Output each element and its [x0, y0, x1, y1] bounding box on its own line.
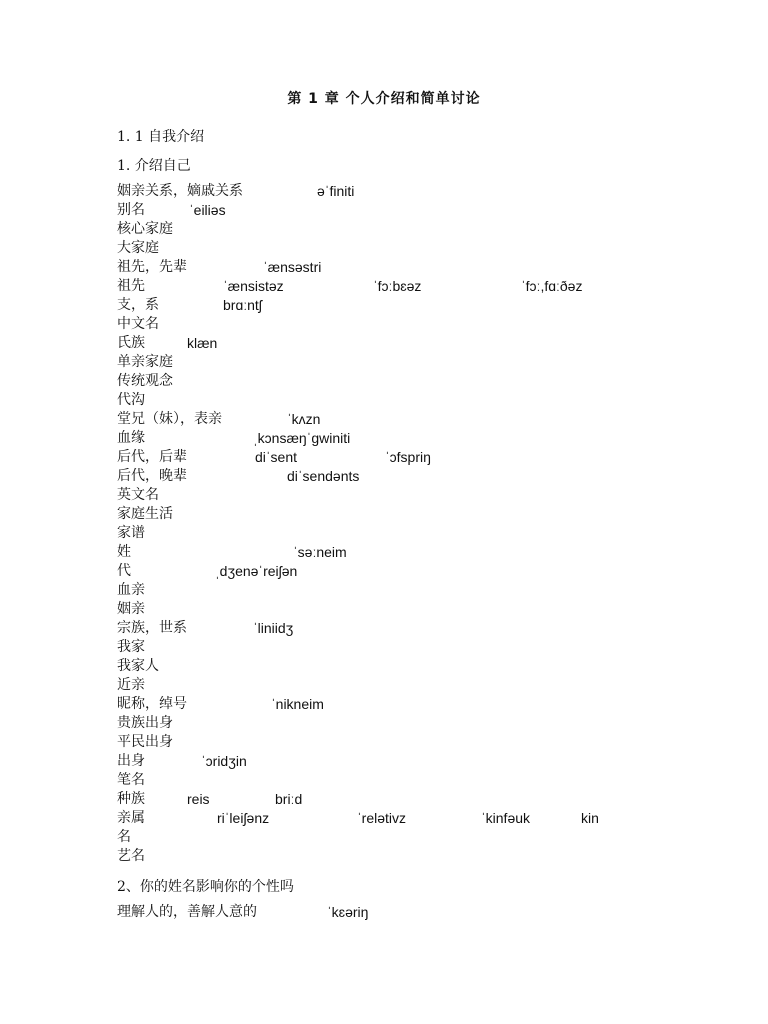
phonetic-transcription: ˈfɔːbɛəz — [373, 278, 422, 294]
vocabulary-entry — [117, 391, 737, 410]
vocabulary-entry — [117, 657, 737, 676]
chinese-term: 昵称，绰号 — [117, 696, 187, 712]
chinese-term: 姻亲关系，嫡戚关系 — [117, 183, 243, 199]
vocabulary-entry — [117, 315, 737, 334]
chinese-term: 宗族，世系 — [117, 620, 187, 636]
chinese-term: 祖先 — [117, 278, 145, 294]
subsection-heading: 2、你的姓名影响你的个性吗 — [117, 879, 294, 895]
chinese-term: 笔名 — [117, 772, 145, 788]
vocabulary-entry — [117, 467, 737, 486]
chinese-term: 别名 — [117, 202, 145, 218]
chinese-term: 理解人的，善解人意的 — [117, 904, 257, 920]
vocabulary-entry — [117, 220, 737, 239]
vocabulary-entry — [117, 277, 737, 296]
phonetic-transcription: brɑːntʃ — [223, 297, 262, 313]
phonetic-transcription: ˈænsəstri — [263, 259, 322, 275]
chinese-term: 姻亲 — [117, 601, 145, 617]
phonetic-transcription: riˈleiʃənz — [217, 810, 270, 826]
phonetic-transcription: ˈliniidʒ — [253, 620, 294, 636]
vocabulary-entry — [117, 239, 737, 258]
phonetic-transcription: ˈrelətivz — [357, 810, 407, 826]
chinese-term: 血亲 — [117, 582, 145, 598]
chinese-term: 家谱 — [117, 525, 145, 541]
chinese-term: 姓 — [117, 544, 131, 560]
chinese-term: 我家 — [117, 639, 145, 655]
chinese-term: 亲属 — [117, 810, 145, 826]
chinese-term: 核心家庭 — [117, 221, 173, 237]
vocabulary-entry — [117, 201, 737, 220]
vocabulary-entry — [117, 676, 737, 695]
vocabulary-entry — [117, 524, 737, 543]
vocabulary-entry — [117, 505, 737, 524]
chinese-term: 祖先，先辈 — [117, 259, 187, 275]
vocabulary-entry — [117, 847, 737, 866]
chinese-term: 堂兄（妹），表亲 — [117, 411, 222, 427]
phonetic-transcription: ˈnikneim — [271, 696, 324, 712]
chinese-term: 名 — [117, 829, 131, 845]
vocabulary-entry — [117, 619, 737, 638]
vocabulary-entry — [117, 790, 737, 809]
chinese-term: 平民出身 — [117, 734, 173, 750]
vocabulary-entry — [117, 429, 737, 448]
chinese-term: 中文名 — [117, 316, 159, 332]
phonetic-transcription: ˈkinfəuk — [481, 810, 531, 826]
vocabulary-entry — [117, 182, 737, 201]
vocabulary-entry — [117, 638, 737, 657]
vocabulary-entry — [117, 600, 737, 619]
vocabulary-entry — [117, 562, 737, 581]
phonetic-transcription: ˌdʒenəˈreiʃən — [215, 563, 298, 579]
vocabulary-entry — [117, 486, 737, 505]
chinese-term: 种族 — [117, 791, 145, 807]
chinese-term: 传统观念 — [117, 373, 173, 389]
phonetic-transcription: briːd — [275, 791, 303, 807]
chinese-term: 英文名 — [117, 487, 159, 503]
vocabulary-entry — [117, 353, 737, 372]
chinese-term: 支，系 — [117, 297, 159, 313]
vocabulary-entry — [117, 733, 737, 752]
chinese-term: 代 — [117, 563, 131, 579]
chinese-term: 后代，晚辈 — [117, 468, 187, 484]
vocabulary-entry — [117, 809, 737, 828]
section-heading: 1. 1 自我介绍 — [117, 129, 205, 145]
chinese-term: 大家庭 — [117, 240, 159, 256]
phonetic-transcription: ˈfɔː,fɑːðəz — [521, 278, 583, 294]
chinese-term: 代沟 — [117, 392, 145, 408]
vocabulary-entry — [117, 771, 737, 790]
vocabulary-entry — [117, 334, 737, 353]
phonetic-transcription: ˈkʌzn — [287, 411, 321, 427]
chinese-term: 近亲 — [117, 677, 145, 693]
phonetic-transcription: klæn — [187, 335, 218, 351]
phonetic-transcription: kin — [581, 810, 599, 826]
vocabulary-entry — [117, 448, 737, 467]
chinese-term: 后代，后辈 — [117, 449, 187, 465]
vocabulary-entry — [117, 543, 737, 562]
vocabulary-list — [117, 182, 737, 866]
vocabulary-entry — [117, 581, 737, 600]
phonetic-transcription: ˈeiliəs — [189, 202, 226, 218]
chinese-term: 贵族出身 — [117, 715, 173, 731]
phonetic-transcription: reis — [187, 791, 210, 807]
chinese-term: 我家人 — [117, 658, 159, 674]
vocabulary-entry — [117, 410, 737, 429]
vocabulary-entry — [117, 296, 737, 315]
chinese-term: 血缘 — [117, 430, 145, 446]
phonetic-transcription: ˈsəːneim — [293, 544, 347, 560]
vocabulary-entry — [117, 828, 737, 847]
phonetic-transcription: əˈfiniti — [317, 183, 355, 199]
chinese-term: 出身 — [117, 753, 145, 769]
phonetic-transcription: ˈɔridʒin — [201, 753, 247, 769]
subsection-heading: 1. 介绍自己 — [117, 158, 191, 174]
vocabulary-entry — [117, 372, 737, 391]
phonetic-transcription: ˈɔfspriŋ — [385, 449, 431, 465]
phonetic-transcription: diˈsendənts — [287, 468, 360, 484]
chinese-term: 家庭生活 — [117, 506, 173, 522]
phonetic-transcription: diˈsent — [255, 449, 298, 465]
vocabulary-entry — [117, 714, 737, 733]
vocabulary-list — [117, 903, 737, 922]
chinese-term: 氏族 — [117, 335, 145, 351]
phonetic-transcription: ˈænsistəz — [223, 278, 284, 294]
vocabulary-entry — [117, 752, 737, 771]
chinese-term: 艺名 — [117, 848, 145, 864]
phonetic-transcription: ˌkɔnsæŋˈgwiniti — [253, 430, 351, 446]
vocabulary-entry — [117, 258, 737, 277]
vocabulary-entry — [117, 695, 737, 714]
vocabulary-entry — [117, 903, 737, 922]
phonetic-transcription: ˈkɛəriŋ — [327, 904, 369, 920]
chinese-term: 单亲家庭 — [117, 354, 173, 370]
chapter-title: 第 1 章 个人介绍和简单讨论 — [287, 91, 481, 107]
